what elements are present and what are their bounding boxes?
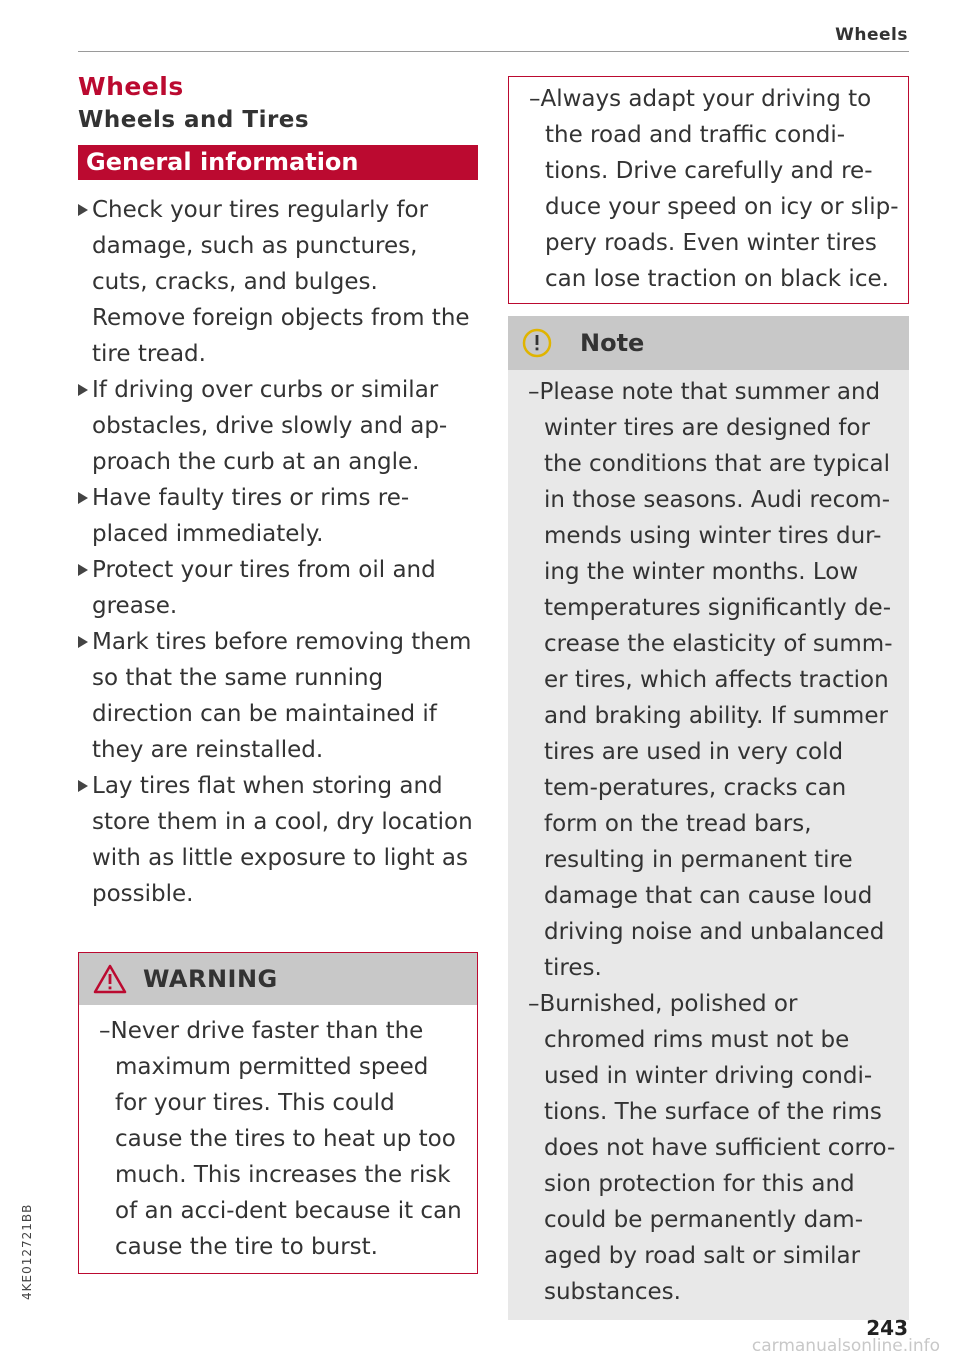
- page-number: 243: [866, 1316, 908, 1340]
- warning-list: [79, 1005, 477, 1273]
- subsection-title: Wheels and Tires: [78, 107, 310, 133]
- running-header: Wheels: [835, 25, 908, 45]
- list-item: Mark tires before removing them so that the same running direction can be maintained if they are reinstalled.: [78, 624, 478, 768]
- list-item: Lay tires flat when storing and store them in a cool, dry location with as little exposure to light as possible.: [78, 768, 478, 912]
- bullet-triangle-icon: [78, 564, 88, 576]
- exclamation-circle-icon: [522, 328, 552, 358]
- general-information-banner: General information: [78, 145, 478, 180]
- list-item: –Always adapt your driving to the road and traffic condi-tions. Drive carefully and re-duce your speed on icy or slip-pery roads. Even winter tires can lose traction on black ice.: [529, 86, 899, 292]
- warning-header: [79, 953, 477, 1005]
- bullet-triangle-icon: [78, 492, 88, 504]
- warning-title: WARNING: [143, 965, 278, 993]
- note-title: Note: [580, 329, 645, 357]
- list-item: –Burnished, polished or chromed rims must not be used in winter driving condi-tions. The surface of the rims does not have sufficient corro-sion protection for this and could be permanently dam-aged by road salt or similar substances.: [528, 991, 896, 1305]
- document-code: 4KE012721BB: [20, 1203, 34, 1300]
- list-item: –Never drive faster than the maximum permitted speed for your tires. This could cause the tires to heat up too much. This increases the risk of an acci-dent because it can cause the tire to burst.: [99, 1018, 462, 1260]
- bullet-triangle-icon: [78, 384, 88, 396]
- list-item: Check your tires regularly for damage, such as punctures, cuts, cracks, and bulges. Remove foreign objects from the tire tread.: [78, 192, 478, 372]
- header-rule: [78, 51, 909, 52]
- list-item: If driving over curbs or similar obstacles, drive slowly and ap-proach the curb at an angle.: [78, 372, 478, 480]
- watermark: carmanualsonline.info: [751, 1336, 940, 1356]
- right-column: [508, 76, 909, 1320]
- list-item: –Please note that summer and winter tires are designed for the conditions that are typical in those seasons. Audi recom-mends using winter tires dur-ing the winter months. Low temperatures significantly de-crease the elasticity of summ-er tires, which affects traction and braking ability. If summer tires are used in very cold tem-peratures, cracks can form on the tread bars, resulting in permanent tire damage that can cause loud driving noise and unbalanced tires.: [528, 379, 893, 981]
- warning-continuation-list: [519, 81, 900, 297]
- note-box: [508, 316, 909, 1320]
- note-header: [508, 316, 909, 370]
- bullet-triangle-icon: [78, 204, 88, 216]
- warning-triangle-icon: [93, 964, 127, 994]
- section-title: Wheels: [78, 72, 184, 101]
- left-column: [78, 72, 478, 1260]
- bullet-triangle-icon: [78, 780, 88, 792]
- warning-box: [78, 952, 478, 1274]
- note-list: [508, 370, 909, 1320]
- bullet-triangle-icon: [78, 636, 88, 648]
- list-item: Protect your tires from oil and grease.: [78, 552, 478, 624]
- list-item: Have faulty tires or rims re-placed immediately.: [78, 480, 478, 552]
- warning-continuation-box: [508, 76, 909, 304]
- bullet-list: [78, 192, 478, 912]
